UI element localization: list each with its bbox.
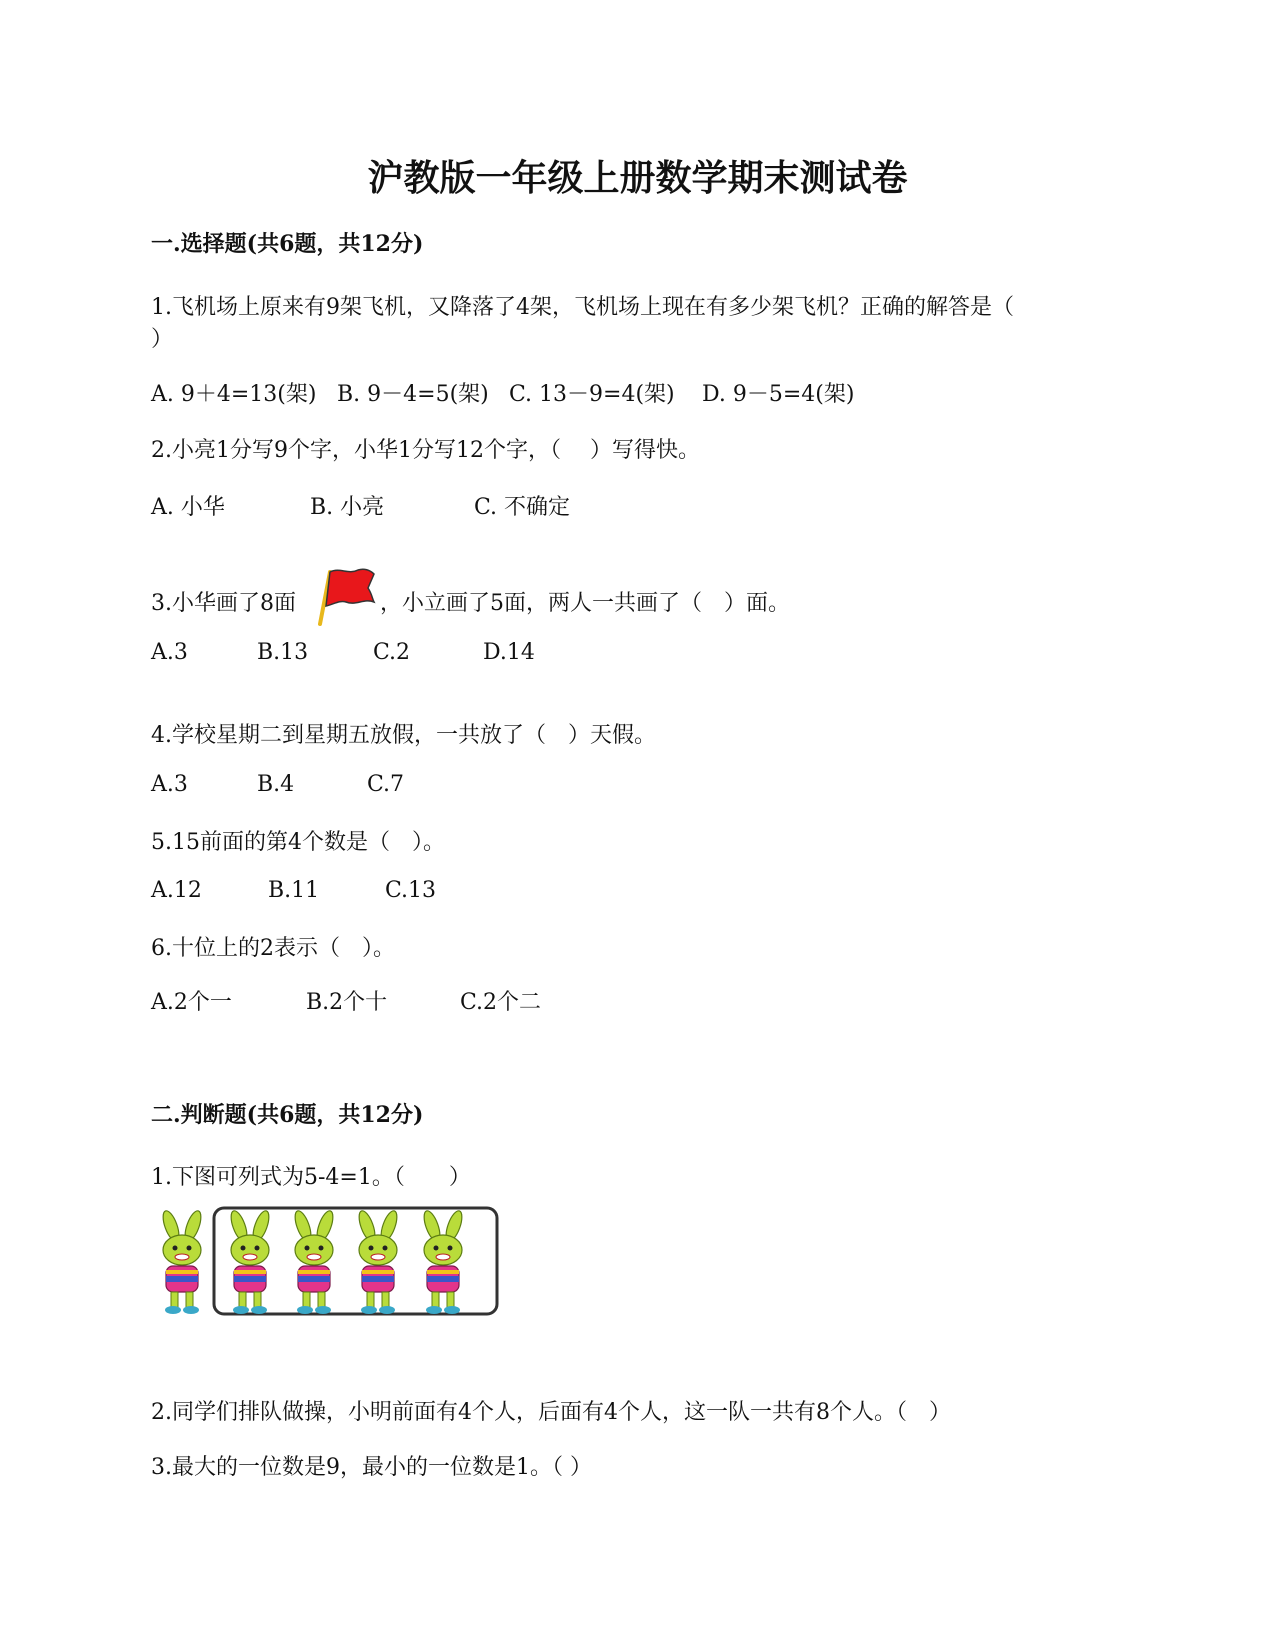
q2-option-b: B. 小亮 (310, 495, 385, 520)
q3-option-c: C.2 (373, 640, 411, 665)
page-title: 沪教版一年级上册数学期末测试卷 (367, 157, 908, 199)
question-2: 2.小亮1分写9个字，小华1分写12个字，（ ）写得快。 (151, 438, 700, 463)
q4-option-c: C.7 (367, 772, 405, 797)
q6-option-a: A.2个一 (151, 990, 232, 1015)
q3-option-a: A.3 (151, 640, 188, 665)
q4-option-b: B.4 (257, 772, 295, 797)
judgment-2: 2.同学们排队做操，小明前面有4个人，后面有4个人，这一队一共有8个人。（ ） (151, 1400, 951, 1425)
red-flag-icon (316, 566, 378, 628)
q5-option-c: C.13 (385, 878, 437, 903)
rabbits-figure (150, 1206, 500, 1318)
q6-option-b: B.2个十 (306, 990, 388, 1015)
section-heading-choice: 一.选择题(共6题，共12分) (151, 231, 424, 257)
q1-option-d: D. 9－5=4(架) (702, 382, 855, 407)
q5-option-b: B.11 (268, 878, 320, 903)
judgment-1: 1.下图可列式为5-4=1。（ ） (151, 1165, 471, 1190)
rabbit-icon (421, 1209, 465, 1314)
question-5: 5.15前面的第4个数是（ ）。 (151, 830, 445, 855)
q1-option-b: B. 9－4=5(架) (337, 382, 489, 407)
q2-option-a: A. 小华 (151, 495, 225, 520)
q3-option-d: D.14 (483, 640, 535, 665)
rabbit-icon (228, 1209, 272, 1314)
question-4: 4.学校星期二到星期五放假，一共放了（ ）天假。 (151, 723, 656, 748)
rabbit-icon (356, 1209, 400, 1314)
q5-option-a: A.12 (151, 878, 202, 903)
q4-option-a: A.3 (151, 772, 188, 797)
question-3-before: 3.小华画了8面 (151, 591, 296, 616)
question-3-after: ，小立画了5面，两人一共画了（ ）面。 (380, 591, 790, 616)
q6-option-c: C.2个二 (460, 990, 542, 1015)
question-6: 6.十位上的2表示（ ）。 (151, 936, 395, 961)
rabbit-icon (292, 1209, 336, 1314)
question-1-line2: ） (151, 327, 174, 352)
q1-option-a: A. 9＋4=13(架) (151, 382, 317, 407)
judgment-3: 3.最大的一位数是9，最小的一位数是1。（ ） (151, 1455, 592, 1480)
q3-option-b: B.13 (257, 640, 309, 665)
q2-option-c: C. 不确定 (474, 495, 571, 520)
section-heading-judgment: 二.判断题(共6题，共12分) (151, 1102, 424, 1128)
q1-option-c: C. 13－9=4(架) (509, 382, 675, 407)
question-1-line1: 1.飞机场上原来有9架飞机，又降落了4架，飞机场上现在有多少架飞机？正确的解答是（ (151, 295, 1014, 320)
rabbit-icon (160, 1209, 204, 1314)
